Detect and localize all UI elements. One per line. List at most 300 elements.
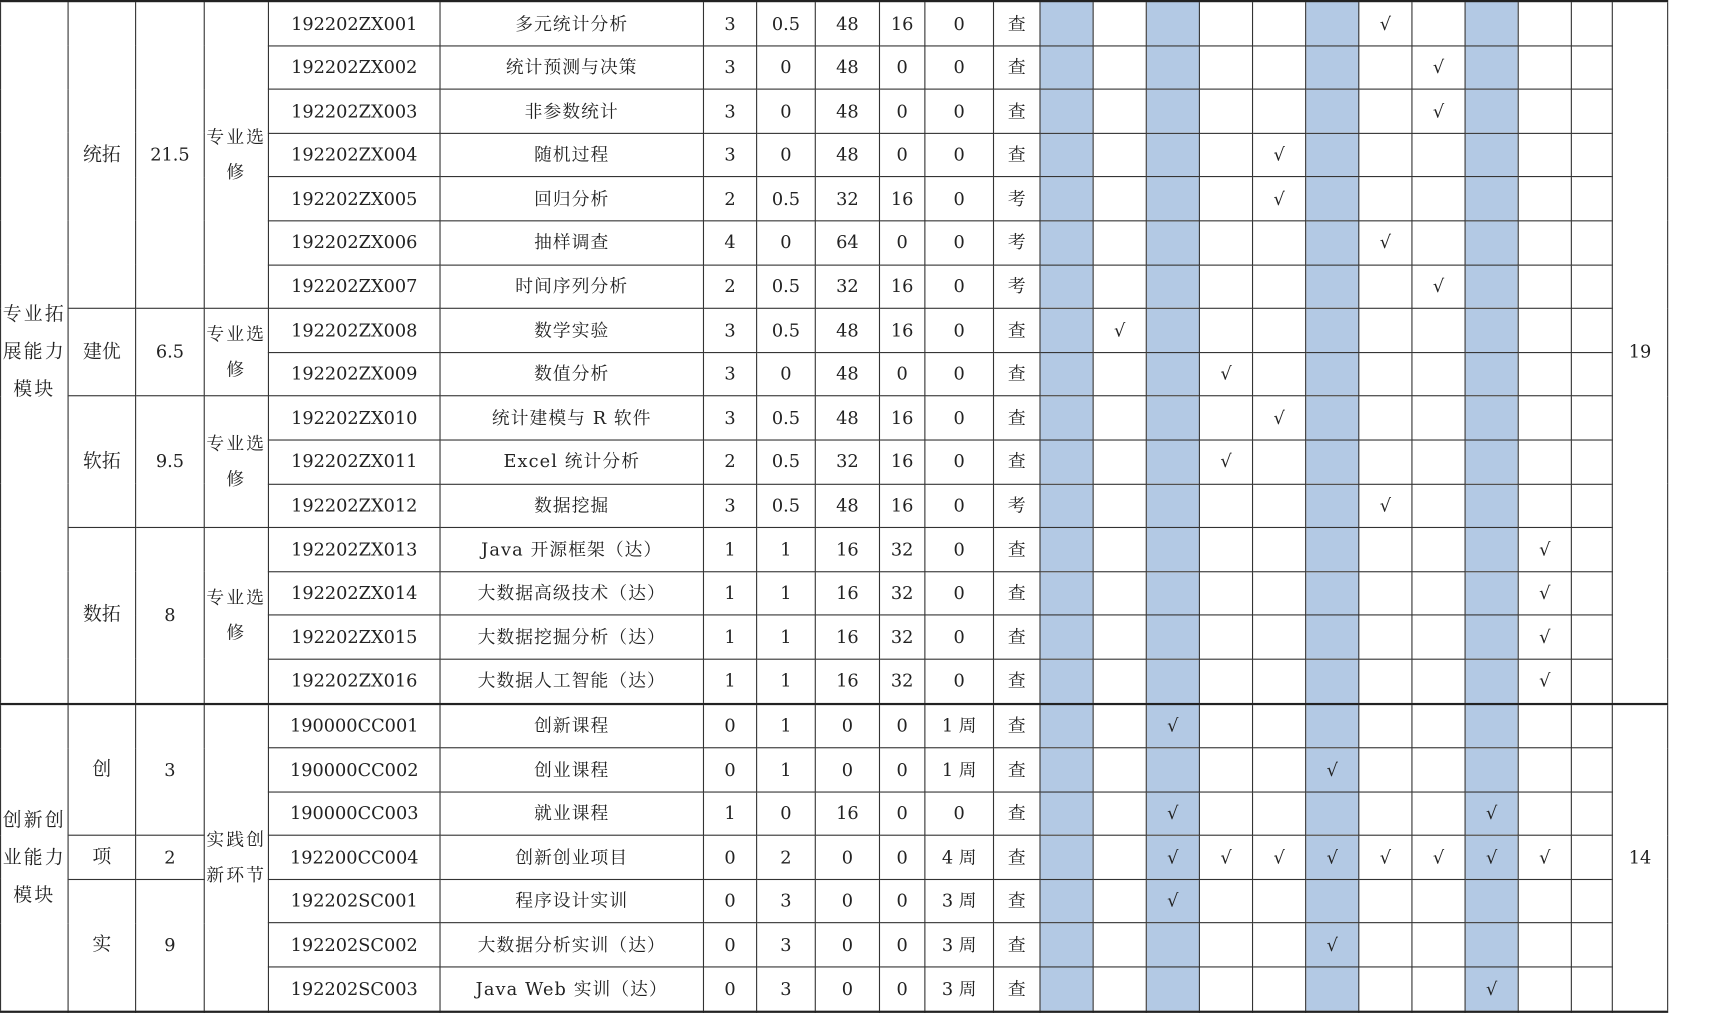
extra-weeks: 0: [925, 571, 994, 615]
course-hours: 0: [815, 967, 879, 1011]
semester-check-cell: [1040, 967, 1093, 1011]
course-code: 192202ZX006: [268, 221, 440, 265]
practice-hours: 16: [879, 308, 924, 352]
course-code: 190000CC001: [268, 703, 440, 747]
assessment-type: 查: [994, 923, 1040, 967]
semester-check-cell: [1412, 879, 1465, 923]
semester-check-cell: [1359, 265, 1412, 309]
practice-hours: 32: [879, 528, 924, 572]
course-name: 多元统计分析: [440, 1, 703, 45]
semester-check-cell: [1040, 308, 1093, 352]
semester-check-cell: [1146, 45, 1199, 89]
course-credit: 2: [703, 177, 756, 221]
course-credit: 3: [703, 308, 756, 352]
semester-check-cell: [1040, 89, 1093, 133]
semester-check-cell: [1465, 177, 1518, 221]
semester-check-cell: [1359, 571, 1412, 615]
course-code: 192202ZX014: [268, 571, 440, 615]
practice-hours: 16: [879, 396, 924, 440]
semester-check-cell: [1040, 221, 1093, 265]
course-credit: 4: [703, 221, 756, 265]
extra-weeks: 1 周: [925, 703, 994, 747]
semester-check-cell: [1359, 133, 1412, 177]
semester-check-cell: [1571, 133, 1612, 177]
semester-check-cell: √: [1518, 528, 1571, 572]
semester-check-cell: [1571, 221, 1612, 265]
assessment-type: 查: [994, 703, 1040, 747]
semester-check-cell: [1146, 484, 1199, 528]
course-code: 192202ZX003: [268, 89, 440, 133]
semester-check-cell: [1253, 308, 1306, 352]
course-credit: 0: [703, 879, 756, 923]
semester-check-cell: [1253, 879, 1306, 923]
semester-check-cell: √: [1359, 1, 1412, 45]
semester-check-cell: [1465, 89, 1518, 133]
direction-name: 统拓: [68, 1, 136, 308]
practice-hours: 0: [879, 792, 924, 836]
practice-credit: 3: [757, 923, 816, 967]
extra-weeks: 0: [925, 615, 994, 659]
semester-check-cell: [1518, 703, 1571, 747]
semester-check-cell: [1306, 177, 1359, 221]
semester-check-cell: [1093, 923, 1146, 967]
semester-check-cell: [1412, 440, 1465, 484]
direction-credits: 9: [136, 879, 205, 1011]
semester-check-cell: [1146, 133, 1199, 177]
course-name: 数学实验: [440, 308, 703, 352]
semester-check-cell: [1199, 133, 1252, 177]
semester-check-cell: [1093, 221, 1146, 265]
course-hours: 32: [815, 265, 879, 309]
course-code: 192202ZX010: [268, 396, 440, 440]
course-hours: 32: [815, 440, 879, 484]
assessment-type: 查: [994, 879, 1040, 923]
semester-check-cell: [1465, 265, 1518, 309]
course-name: 就业课程: [440, 792, 703, 836]
course-hours: 0: [815, 748, 879, 792]
course-code: 190000CC003: [268, 792, 440, 836]
semester-check-cell: [1093, 748, 1146, 792]
direction-credits: 9.5: [136, 396, 205, 527]
direction-credits: 6.5: [136, 308, 205, 396]
semester-check-cell: [1040, 923, 1093, 967]
semester-check-cell: √: [1146, 836, 1199, 880]
semester-check-cell: [1306, 308, 1359, 352]
semester-check-cell: [1359, 879, 1412, 923]
course-name: Excel 统计分析: [440, 440, 703, 484]
semester-check-cell: [1146, 308, 1199, 352]
course-category: 专业选修: [204, 308, 268, 396]
semester-check-cell: [1253, 528, 1306, 572]
practice-credit: 1: [757, 659, 816, 703]
course-name: 抽样调查: [440, 221, 703, 265]
course-name: 创新课程: [440, 703, 703, 747]
semester-check-cell: [1465, 396, 1518, 440]
semester-check-cell: [1199, 308, 1252, 352]
semester-check-cell: [1518, 923, 1571, 967]
practice-hours: 16: [879, 1, 924, 45]
semester-check-cell: [1040, 792, 1093, 836]
semester-check-cell: [1093, 484, 1146, 528]
semester-check-cell: [1306, 396, 1359, 440]
semester-check-cell: [1306, 89, 1359, 133]
extra-weeks: 0: [925, 792, 994, 836]
practice-hours: 32: [879, 571, 924, 615]
semester-check-cell: [1465, 528, 1518, 572]
semester-check-cell: [1306, 352, 1359, 396]
semester-check-cell: [1146, 396, 1199, 440]
semester-check-cell: [1465, 571, 1518, 615]
semester-check-cell: [1093, 659, 1146, 703]
semester-check-cell: [1412, 528, 1465, 572]
assessment-type: 查: [994, 133, 1040, 177]
semester-check-cell: [1146, 659, 1199, 703]
practice-hours: 16: [879, 265, 924, 309]
practice-credit: 0: [757, 133, 816, 177]
semester-check-cell: [1199, 265, 1252, 309]
semester-check-cell: [1253, 792, 1306, 836]
course-name: 统计建模与 R 软件: [440, 396, 703, 440]
semester-check-cell: √: [1306, 836, 1359, 880]
semester-check-cell: [1093, 45, 1146, 89]
direction-name: 创: [68, 703, 136, 835]
semester-check-cell: [1306, 879, 1359, 923]
semester-check-cell: [1199, 396, 1252, 440]
semester-check-cell: [1093, 792, 1146, 836]
practice-hours: 0: [879, 879, 924, 923]
course-credit: 1: [703, 528, 756, 572]
semester-check-cell: [1571, 836, 1612, 880]
semester-check-cell: [1412, 571, 1465, 615]
practice-credit: 0.5: [757, 265, 816, 309]
semester-check-cell: [1040, 45, 1093, 89]
semester-check-cell: [1465, 748, 1518, 792]
semester-check-cell: [1199, 221, 1252, 265]
practice-hours: 0: [879, 836, 924, 880]
semester-check-cell: [1518, 440, 1571, 484]
course-name: 随机过程: [440, 133, 703, 177]
course-code: 192202ZX005: [268, 177, 440, 221]
semester-check-cell: [1146, 615, 1199, 659]
practice-hours: 32: [879, 615, 924, 659]
course-hours: 48: [815, 45, 879, 89]
semester-check-cell: [1253, 265, 1306, 309]
course-name: 时间序列分析: [440, 265, 703, 309]
semester-check-cell: [1518, 89, 1571, 133]
course-credit: 3: [703, 1, 756, 45]
practice-credit: 0: [757, 352, 816, 396]
course-name: Java Web 实训（达）: [440, 967, 703, 1011]
semester-check-cell: [1253, 89, 1306, 133]
semester-check-cell: [1306, 703, 1359, 747]
semester-check-cell: [1412, 352, 1465, 396]
semester-check-cell: √: [1093, 308, 1146, 352]
extra-weeks: 0: [925, 659, 994, 703]
direction-name: 实: [68, 879, 136, 1011]
semester-check-cell: [1465, 615, 1518, 659]
semester-check-cell: [1199, 748, 1252, 792]
direction-name: 软拓: [68, 396, 136, 527]
course-name: 创业课程: [440, 748, 703, 792]
semester-check-cell: [1146, 748, 1199, 792]
semester-check-cell: [1040, 177, 1093, 221]
course-code: 192202ZX012: [268, 484, 440, 528]
semester-check-cell: [1571, 484, 1612, 528]
course-hours: 48: [815, 484, 879, 528]
semester-check-cell: [1040, 352, 1093, 396]
course-name: 统计预测与决策: [440, 45, 703, 89]
practice-hours: 32: [879, 659, 924, 703]
semester-check-cell: √: [1253, 177, 1306, 221]
course-code: 192202ZX016: [268, 659, 440, 703]
semester-check-cell: [1359, 659, 1412, 703]
semester-check-cell: [1571, 923, 1612, 967]
practice-hours: 0: [879, 89, 924, 133]
semester-check-cell: [1093, 396, 1146, 440]
assessment-type: 查: [994, 659, 1040, 703]
semester-check-cell: [1359, 792, 1412, 836]
direction-credits: 3: [136, 703, 205, 835]
semester-check-cell: [1518, 484, 1571, 528]
course-hours: 48: [815, 396, 879, 440]
semester-check-cell: [1412, 133, 1465, 177]
semester-check-cell: [1146, 440, 1199, 484]
semester-check-cell: [1306, 133, 1359, 177]
course-hours: 48: [815, 133, 879, 177]
practice-credit: 3: [757, 967, 816, 1011]
semester-check-cell: [1359, 748, 1412, 792]
semester-check-cell: √: [1199, 440, 1252, 484]
course-credit: 3: [703, 133, 756, 177]
semester-check-cell: [1093, 89, 1146, 133]
semester-check-cell: [1571, 89, 1612, 133]
semester-check-cell: [1199, 792, 1252, 836]
semester-check-cell: [1093, 440, 1146, 484]
semester-check-cell: [1199, 571, 1252, 615]
semester-check-cell: [1093, 177, 1146, 221]
course-code: 192202ZX004: [268, 133, 440, 177]
semester-check-cell: [1199, 528, 1252, 572]
semester-check-cell: √: [1412, 836, 1465, 880]
semester-check-cell: [1465, 352, 1518, 396]
course-name: 非参数统计: [440, 89, 703, 133]
course-credit: 3: [703, 89, 756, 133]
practice-hours: 0: [879, 967, 924, 1011]
course-hours: 16: [815, 792, 879, 836]
course-category: 实践创新环节: [204, 703, 268, 1011]
semester-check-cell: [1040, 615, 1093, 659]
course-hours: 0: [815, 923, 879, 967]
assessment-type: 查: [994, 967, 1040, 1011]
assessment-type: 考: [994, 265, 1040, 309]
practice-credit: 1: [757, 703, 816, 747]
semester-check-cell: [1412, 177, 1465, 221]
semester-check-cell: [1040, 265, 1093, 309]
practice-credit: 1: [757, 571, 816, 615]
semester-check-cell: [1253, 1, 1306, 45]
semester-check-cell: [1359, 923, 1412, 967]
semester-check-cell: [1253, 615, 1306, 659]
semester-check-cell: √: [1518, 615, 1571, 659]
semester-check-cell: [1146, 265, 1199, 309]
course-name: 大数据高级技术（达）: [440, 571, 703, 615]
semester-check-cell: [1146, 571, 1199, 615]
practice-credit: 0: [757, 221, 816, 265]
semester-check-cell: √: [1306, 748, 1359, 792]
semester-check-cell: [1359, 528, 1412, 572]
semester-check-cell: [1518, 221, 1571, 265]
direction-credits: 8: [136, 528, 205, 704]
semester-check-cell: [1306, 571, 1359, 615]
semester-check-cell: [1465, 221, 1518, 265]
practice-hours: 0: [879, 221, 924, 265]
course-name: 大数据分析实训（达）: [440, 923, 703, 967]
semester-check-cell: √: [1199, 836, 1252, 880]
course-code: 192202ZX007: [268, 265, 440, 309]
assessment-type: 查: [994, 615, 1040, 659]
course-code: 192202ZX002: [268, 45, 440, 89]
semester-check-cell: [1306, 1, 1359, 45]
practice-credit: 0: [757, 45, 816, 89]
semester-check-cell: [1465, 1, 1518, 45]
semester-check-cell: [1518, 308, 1571, 352]
semester-check-cell: [1199, 659, 1252, 703]
extra-weeks: 0: [925, 308, 994, 352]
direction-name: 建优: [68, 308, 136, 396]
course-code: 192202ZX011: [268, 440, 440, 484]
course-code: 192202ZX001: [268, 1, 440, 45]
semester-check-cell: [1359, 703, 1412, 747]
practice-hours: 0: [879, 133, 924, 177]
semester-check-cell: [1412, 923, 1465, 967]
course-credit: 2: [703, 265, 756, 309]
semester-check-cell: [1571, 792, 1612, 836]
semester-check-cell: [1359, 440, 1412, 484]
semester-check-cell: [1040, 748, 1093, 792]
course-name: Java 开源框架（达）: [440, 528, 703, 572]
semester-check-cell: [1571, 396, 1612, 440]
semester-check-cell: [1093, 1, 1146, 45]
assessment-type: 查: [994, 440, 1040, 484]
semester-check-cell: [1412, 967, 1465, 1011]
semester-check-cell: [1146, 177, 1199, 221]
course-credit: 3: [703, 484, 756, 528]
assessment-type: 查: [994, 792, 1040, 836]
practice-hours: 0: [879, 45, 924, 89]
table-row: [1, 1, 1668, 45]
semester-check-cell: √: [1253, 133, 1306, 177]
module-credit-total: 14: [1612, 703, 1667, 1011]
semester-check-cell: [1040, 836, 1093, 880]
direction-credits: 2: [136, 836, 205, 880]
semester-check-cell: [1359, 89, 1412, 133]
course-hours: 32: [815, 177, 879, 221]
course-hours: 48: [815, 308, 879, 352]
semester-check-cell: [1412, 615, 1465, 659]
semester-check-cell: [1040, 484, 1093, 528]
semester-check-cell: √: [1146, 703, 1199, 747]
semester-check-cell: [1571, 615, 1612, 659]
course-code: 192202SC003: [268, 967, 440, 1011]
table-row: [1, 703, 1668, 747]
semester-check-cell: [1518, 352, 1571, 396]
semester-check-cell: [1359, 615, 1412, 659]
semester-check-cell: [1359, 352, 1412, 396]
semester-check-cell: [1199, 967, 1252, 1011]
semester-check-cell: [1412, 659, 1465, 703]
course-code: 192200CC004: [268, 836, 440, 880]
practice-credit: 3: [757, 879, 816, 923]
extra-weeks: 1 周: [925, 748, 994, 792]
semester-check-cell: [1571, 45, 1612, 89]
practice-credit: 0.5: [757, 308, 816, 352]
semester-check-cell: [1253, 967, 1306, 1011]
semester-check-cell: [1518, 1, 1571, 45]
table-row: [1, 528, 1668, 572]
semester-check-cell: [1412, 748, 1465, 792]
course-name: 回归分析: [440, 177, 703, 221]
semester-check-cell: [1306, 45, 1359, 89]
semester-check-cell: [1518, 879, 1571, 923]
semester-check-cell: [1199, 923, 1252, 967]
semester-check-cell: [1412, 703, 1465, 747]
semester-check-cell: [1306, 484, 1359, 528]
practice-credit: 0.5: [757, 177, 816, 221]
course-hours: 48: [815, 352, 879, 396]
table-row: [1, 396, 1668, 440]
semester-check-cell: [1518, 748, 1571, 792]
course-hours: 16: [815, 615, 879, 659]
semester-check-cell: [1306, 659, 1359, 703]
semester-check-cell: [1571, 177, 1612, 221]
practice-hours: 0: [879, 748, 924, 792]
practice-hours: 16: [879, 440, 924, 484]
semester-check-cell: [1359, 308, 1412, 352]
course-name: 大数据人工智能（达）: [440, 659, 703, 703]
assessment-type: 查: [994, 396, 1040, 440]
semester-check-cell: [1199, 1, 1252, 45]
extra-weeks: 0: [925, 528, 994, 572]
semester-check-cell: [1199, 615, 1252, 659]
semester-check-cell: [1465, 659, 1518, 703]
extra-weeks: 0: [925, 45, 994, 89]
course-credit: 3: [703, 45, 756, 89]
course-hours: 0: [815, 879, 879, 923]
semester-check-cell: [1571, 528, 1612, 572]
course-name: 大数据挖掘分析（达）: [440, 615, 703, 659]
semester-check-cell: √: [1465, 836, 1518, 880]
semester-check-cell: [1571, 703, 1612, 747]
semester-check-cell: [1359, 177, 1412, 221]
semester-check-cell: [1571, 1, 1612, 45]
semester-check-cell: [1093, 571, 1146, 615]
extra-weeks: 0: [925, 265, 994, 309]
semester-check-cell: √: [1359, 221, 1412, 265]
practice-hours: 16: [879, 177, 924, 221]
assessment-type: 考: [994, 177, 1040, 221]
semester-check-cell: [1093, 879, 1146, 923]
semester-check-cell: [1306, 265, 1359, 309]
semester-check-cell: √: [1518, 836, 1571, 880]
semester-check-cell: √: [1306, 923, 1359, 967]
semester-check-cell: [1146, 967, 1199, 1011]
course-credit: 1: [703, 659, 756, 703]
semester-check-cell: [1306, 792, 1359, 836]
practice-hours: 0: [879, 352, 924, 396]
semester-check-cell: [1518, 133, 1571, 177]
semester-check-cell: [1465, 484, 1518, 528]
semester-check-cell: [1093, 528, 1146, 572]
